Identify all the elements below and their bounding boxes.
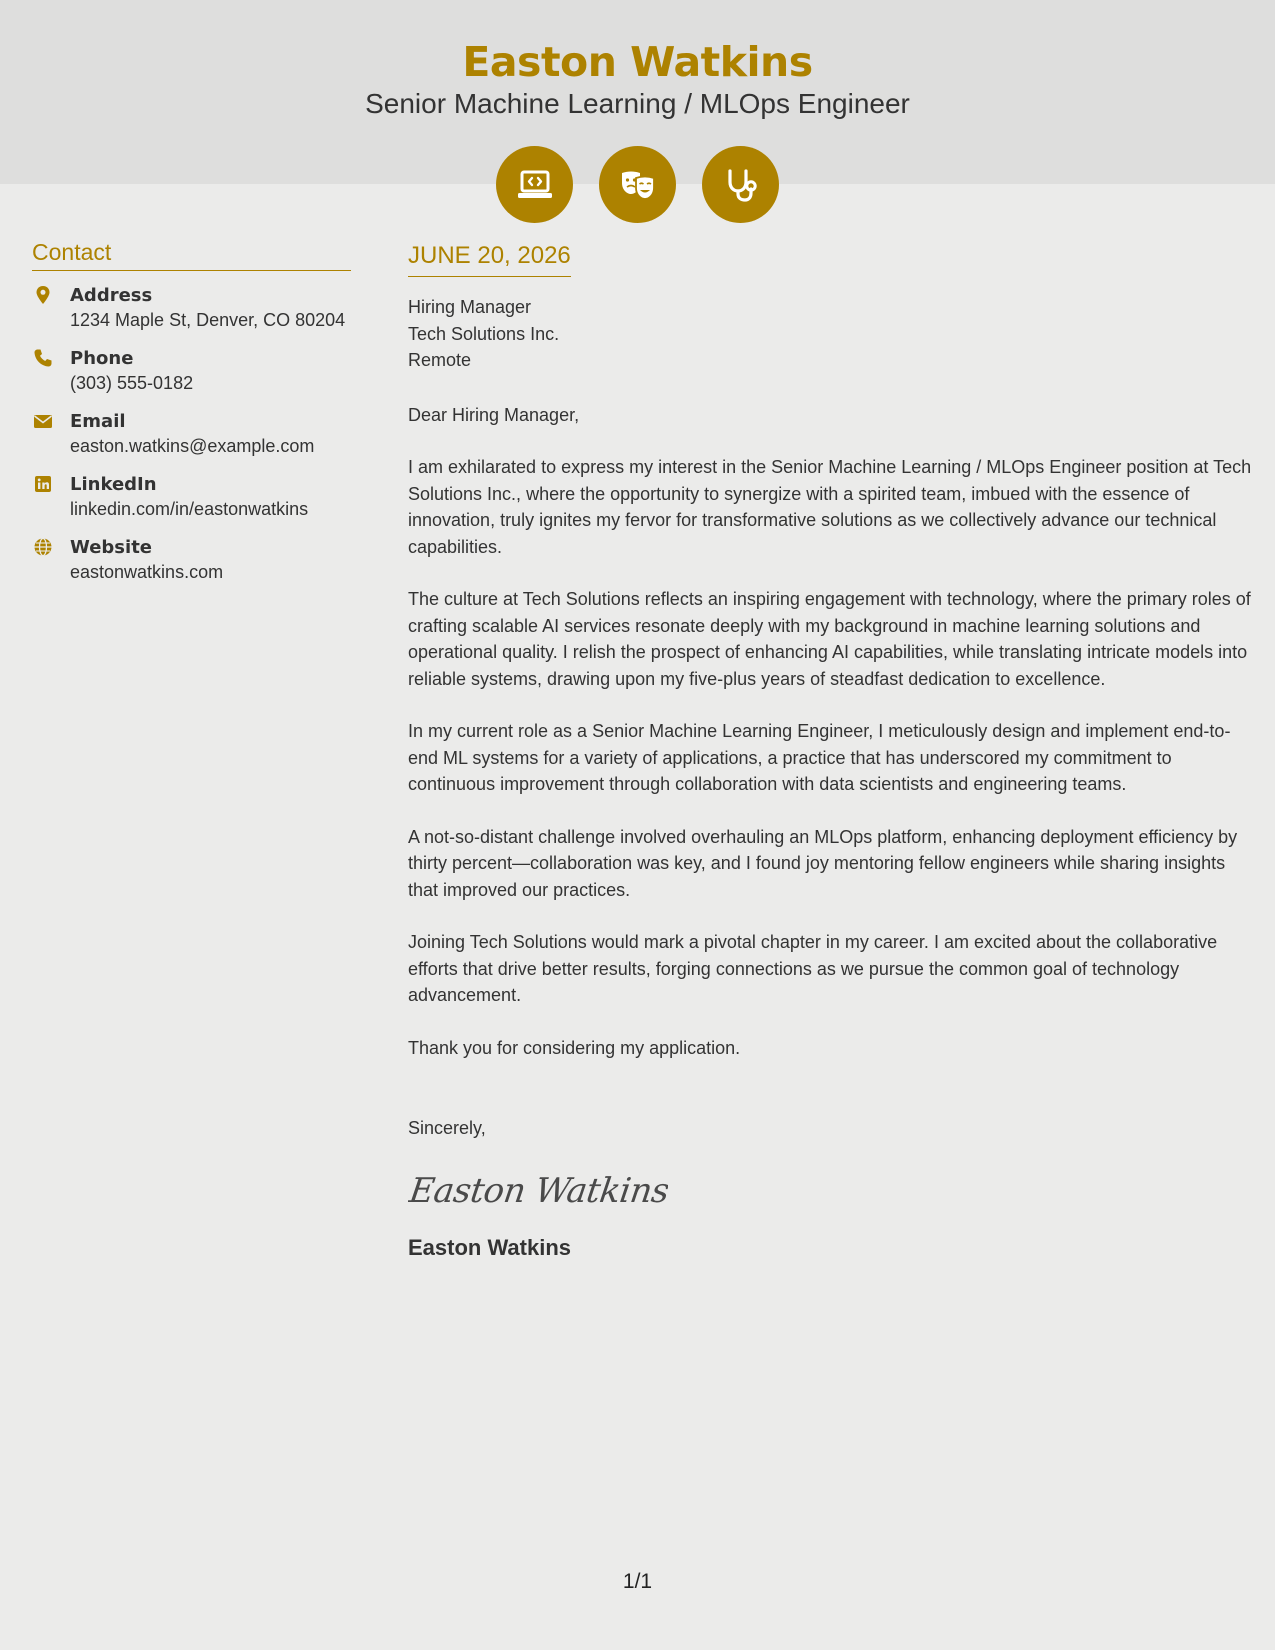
- applicant-name: Easton Watkins: [462, 38, 813, 86]
- contact-label: Website: [70, 537, 153, 558]
- website-value: eastonwatkins.com: [70, 562, 224, 582]
- paragraph: A not-so-distant challenge involved overhauling an MLOps platform, enhancing deployment efficiency by thirty percent—collaboration was key, and I found joy mentoring fellow engineers while sharing insights that improved our practices.: [408, 826, 1238, 900]
- masks-theater-badge: [599, 146, 676, 223]
- paragraph: The culture at Tech Solutions reflects an inspiring engagement with technology, where the primary roles of crafting scalable AI services resonate deeply with my background in machine learning solutions and operational quality. I relish the prospect of enhancing AI capabilities, while translating intricate models into reliable systems, drawing upon my five-plus years of steadfast dedication to excellence.: [408, 589, 1251, 689]
- handwritten-signature: [408, 1160, 688, 1220]
- email-value: easton.watkins@example.com: [70, 436, 315, 456]
- paragraph: In my current role as a Senior Machine Learning Engineer, I meticulously design and implement end-to-end ML systems for a variety of applications, a practice that has underscored my commitment to continuous improvement through collaboration with data scientists and engineering teams.: [408, 721, 1231, 794]
- contact-label: LinkedIn: [70, 474, 157, 495]
- location-pin-icon: [33, 285, 53, 305]
- recipient-block: [408, 294, 1253, 374]
- stethoscope-badge: [702, 146, 779, 223]
- contact-address: [32, 283, 351, 333]
- contact-list: [32, 283, 351, 585]
- interest-icons: [496, 146, 779, 223]
- linkedin-icon: [33, 474, 53, 494]
- phone-icon: [33, 348, 53, 368]
- contact-phone: [32, 346, 351, 396]
- page-number: 1/1: [622, 1570, 653, 1593]
- signer-name: Easton Watkins: [408, 1234, 571, 1260]
- salutation: Dear Hiring Manager,: [408, 404, 580, 425]
- contact-label: Address: [70, 285, 153, 306]
- recipient-line: Hiring Manager: [408, 297, 532, 317]
- contact-website: [32, 535, 351, 585]
- paragraph: I am exhilarated to express my interest in the Senior Machine Learning / MLOps Engineer position at Tech Solutions Inc., where the opportunity to synergize with a spirited team, imbued with the essence of innovation, truly ignites my fervor for transformative solutions as we collectively advance our technical capabilities.: [408, 457, 1252, 557]
- contact-linkedin: [32, 472, 351, 522]
- job-title: Senior Machine Learning / MLOps Engineer: [365, 88, 910, 119]
- svg-text:Easton Watkins: Easton Watkins: [408, 1170, 668, 1211]
- contact-sidebar: [32, 238, 351, 598]
- phone-value: (303) 555-0182: [70, 373, 194, 393]
- contact-heading: Contact: [32, 238, 351, 271]
- address-value: 1234 Maple St, Denver, CO 80204: [70, 310, 346, 330]
- closing: Sincerely,: [408, 1118, 486, 1138]
- masks-theater-icon: [618, 165, 658, 205]
- recipient-line: Remote: [408, 350, 472, 370]
- stethoscope-icon: [721, 165, 761, 205]
- paragraph: Thank you for considering my application.: [408, 1037, 741, 1058]
- linkedin-value: linkedin.com/in/eastonwatkins: [70, 499, 309, 519]
- globe-icon: [33, 537, 53, 557]
- recipient-line: Tech Solutions Inc.: [408, 323, 560, 344]
- laptop-code-icon: [515, 165, 555, 205]
- letter-date: JUNE 20, 2026: [408, 240, 571, 277]
- paragraph: Joining Tech Solutions would mark a pivotal chapter in my career. I am excited about the collaborative efforts that drive better results, forging connections as we pursue the common goal of technology advancement.: [408, 932, 1218, 1005]
- contact-label: Email: [70, 411, 126, 432]
- contact-label: Phone: [70, 348, 134, 369]
- laptop-code-badge: [496, 146, 573, 223]
- envelope-icon: [33, 411, 53, 431]
- signature-image: [408, 1160, 668, 1220]
- contact-email: [32, 409, 351, 459]
- letter-body: [408, 240, 1253, 1262]
